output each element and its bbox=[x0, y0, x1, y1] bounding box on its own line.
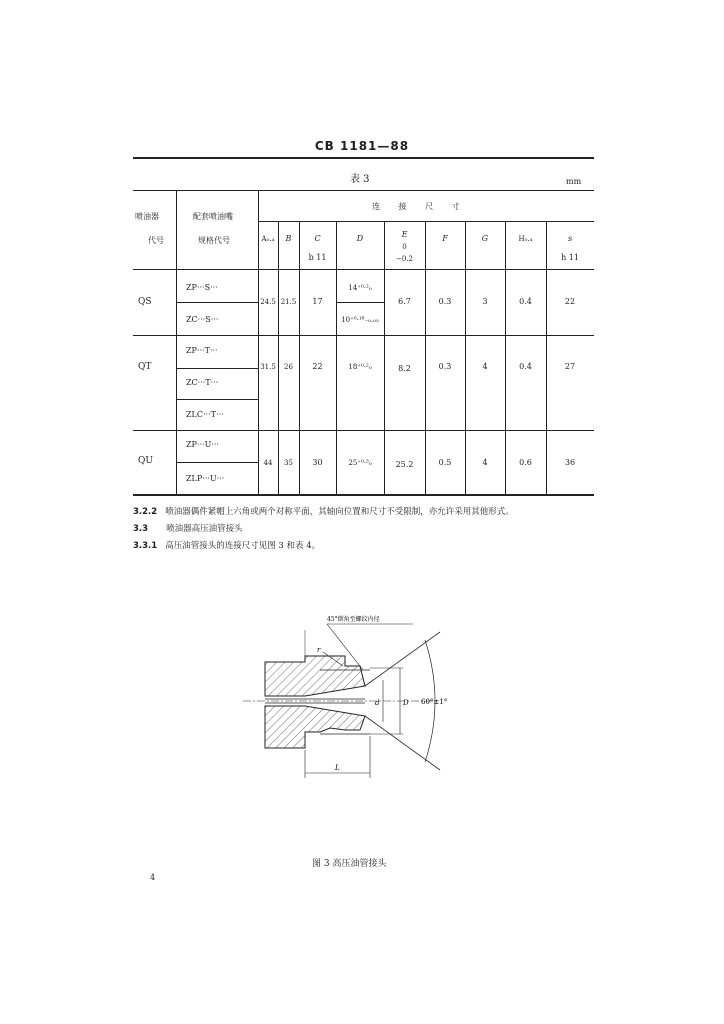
header-pipe-spec-1: 配套喷油嘴 bbox=[193, 212, 233, 221]
header-f: F bbox=[442, 234, 448, 243]
figure-3-drawing bbox=[235, 610, 455, 785]
row-qt-e: 8.2 bbox=[398, 364, 411, 373]
row-qu-a: 44 bbox=[263, 459, 273, 467]
row-qt-h: 0.4 bbox=[519, 362, 532, 371]
header-e-lower: −0.2 bbox=[396, 255, 413, 263]
col-rule bbox=[336, 221, 337, 495]
label-D: D bbox=[403, 699, 409, 707]
row-rule-1 bbox=[133, 335, 594, 336]
row-qu-e: 25.2 bbox=[395, 460, 414, 469]
label-angle: 60°±1° bbox=[421, 698, 448, 706]
row-qt-spec-3: ZLC···T··· bbox=[186, 410, 224, 419]
paragraph-3-3-1 bbox=[133, 539, 320, 551]
header-d: D bbox=[356, 234, 364, 243]
row-qs-s: 22 bbox=[564, 297, 576, 306]
row-qs-code: QS bbox=[138, 297, 152, 307]
row-qu-f: 0.5 bbox=[438, 458, 452, 467]
row-qu-spec-2: ZLP···U··· bbox=[186, 474, 225, 483]
row-rule-2 bbox=[133, 430, 594, 431]
col-rule bbox=[176, 190, 177, 495]
header-e-upper: 0 bbox=[402, 243, 407, 251]
row-qs-e: 6.7 bbox=[398, 297, 411, 306]
figure-caption: 图 3 高压油管接头 bbox=[312, 859, 387, 869]
page-number: 4 bbox=[150, 873, 156, 882]
paragraph-3-3 bbox=[133, 522, 243, 534]
col-rule bbox=[465, 221, 466, 495]
row-qt-c: 22 bbox=[312, 362, 323, 371]
label-d: d bbox=[375, 699, 380, 707]
row-qs-b: 21.5 bbox=[280, 298, 297, 306]
paragraph-text: 喷油器高压油管接头 bbox=[166, 524, 243, 534]
d-rule bbox=[336, 302, 384, 303]
col-rule bbox=[505, 221, 506, 495]
standard-number: CB 1181—88 bbox=[314, 139, 410, 153]
header-h: H₀.₄ bbox=[518, 235, 533, 243]
label-r: r bbox=[317, 646, 321, 654]
callout-text: 45°倒角至螺纹内径 bbox=[327, 616, 380, 623]
paragraph-number: 3.3.1 bbox=[133, 541, 158, 551]
header-injector-code-1: 喷油器 bbox=[135, 212, 159, 221]
header-bottom-rule bbox=[133, 269, 594, 270]
row-qs-g: 3 bbox=[482, 297, 488, 306]
row-qu-h: 0.6 bbox=[519, 458, 532, 467]
header-group: 连 接 尺 寸 bbox=[372, 202, 468, 211]
row-qs-spec-1: ZP···S··· bbox=[186, 283, 218, 292]
row-qs-d-2: 10⁺⁰·¹⁸₋₀.₀₅ bbox=[341, 316, 379, 324]
body-upper-section bbox=[265, 656, 365, 696]
row-qu-code: QU bbox=[138, 456, 153, 466]
row-qs-c: 17 bbox=[312, 297, 323, 306]
col-rule bbox=[425, 221, 426, 495]
header-e: E bbox=[401, 230, 408, 239]
row-qt-d: 18⁺⁰·²₀ bbox=[348, 363, 372, 371]
col-rule bbox=[278, 221, 279, 495]
header-pipe-spec-2: 规格代号 bbox=[198, 236, 230, 245]
header-b: B bbox=[285, 234, 292, 243]
table-head-rule bbox=[133, 190, 594, 191]
row-qt-spec-1: ZP···T··· bbox=[186, 346, 218, 355]
paragraph-text: 高压油管接头的连接尺寸见图 3 和表 4。 bbox=[165, 541, 321, 551]
row-qu-d: 25⁺⁰·³₀ bbox=[348, 459, 372, 467]
row-qt-g: 4 bbox=[482, 362, 488, 371]
header-a: A₀.₄ bbox=[261, 235, 275, 243]
row-qu-b: 35 bbox=[284, 459, 293, 467]
cone-line bbox=[365, 716, 440, 770]
row-qt-s: 27 bbox=[564, 362, 576, 371]
spec-rule bbox=[176, 302, 258, 303]
table-bottom-rule bbox=[133, 494, 594, 496]
label-L: L bbox=[335, 764, 340, 772]
row-qs-a: 24.5 bbox=[260, 298, 276, 306]
spec-rule bbox=[176, 462, 258, 463]
header-c: C bbox=[314, 234, 321, 243]
row-qu-spec-1: ZP···U··· bbox=[186, 440, 219, 449]
table-unit: mm bbox=[566, 177, 582, 186]
row-qs-h: 0.4 bbox=[519, 297, 532, 306]
spec-rule bbox=[176, 368, 258, 369]
row-qu-c: 30 bbox=[312, 458, 323, 467]
spec-rule bbox=[176, 399, 258, 400]
table-title: 表 3 bbox=[350, 174, 370, 185]
header-c-tol: b 11 bbox=[308, 253, 327, 262]
paragraph-number: 3.3 bbox=[133, 524, 149, 534]
row-qu-s: 36 bbox=[564, 458, 576, 467]
row-qs-spec-2: ZC···S··· bbox=[186, 315, 219, 324]
header-g: G bbox=[481, 234, 489, 243]
row-qt-spec-2: ZC···T··· bbox=[186, 378, 219, 387]
header-injector-code-2: 代号 bbox=[148, 236, 164, 245]
paragraph-number: 3.2.2 bbox=[133, 507, 158, 517]
row-qt-b: 26 bbox=[284, 363, 293, 371]
row-qt-f: 0.3 bbox=[438, 362, 452, 371]
body-lower-section bbox=[265, 706, 365, 748]
row-qs-d-1: 14⁺⁰·²₀ bbox=[348, 284, 372, 292]
paragraph-text: 喷油器偶件紧帽上六角或两个对称平面，其轴向位置和尺寸不受限制，亦允许采用其他形式。 bbox=[165, 507, 514, 517]
row-qu-g: 4 bbox=[482, 458, 488, 467]
header-s-tol: h 11 bbox=[561, 253, 579, 262]
cone-line bbox=[365, 632, 440, 686]
table-top-rule bbox=[133, 157, 594, 159]
row-qt-a: 31.5 bbox=[260, 363, 276, 371]
paragraph-3-2-2 bbox=[133, 505, 514, 517]
row-qt-code: QT bbox=[138, 362, 152, 372]
row-qs-f: 0.3 bbox=[438, 297, 452, 306]
group-rule bbox=[258, 221, 594, 222]
header-s: s bbox=[567, 234, 573, 243]
